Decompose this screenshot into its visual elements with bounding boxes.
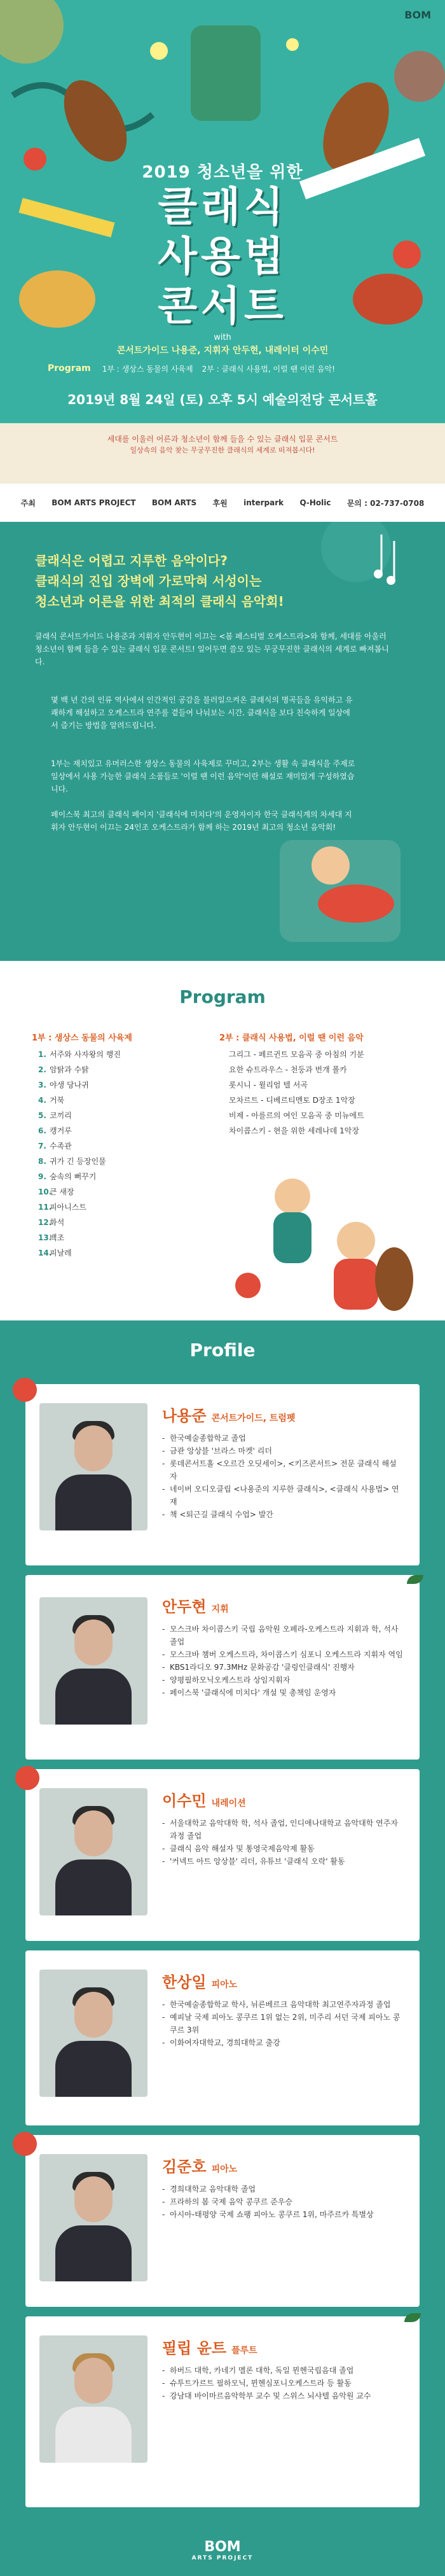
flower-decoration <box>13 2132 37 2156</box>
item-title: 요한 슈트라우스 - 천둥과 번개 폴카 <box>229 1065 347 1074</box>
bio-item: - 롯데콘서트홀 <오르간 오딧세이>, <키즈콘서트> 전문 클래식 해설자 <box>162 1457 404 1483</box>
profile-bio <box>162 2183 404 2221</box>
info-line-2: 일상속의 음악 찾는 무궁무진한 클래식의 세계로 떠져봅시다! <box>130 446 315 454</box>
footer-logo <box>0 2539 445 2561</box>
profile-card <box>25 1769 420 1941</box>
profile-bio <box>162 1817 404 1868</box>
bio-item: - 하버드 대학, 카네기 멜론 대학, 독일 뮌헨국립음대 졸업 <box>162 2364 404 2377</box>
intro-question <box>35 550 391 612</box>
item-title: 백조 <box>50 1233 65 1242</box>
musicians-illustration <box>229 1152 432 1317</box>
person-role: 피아노 <box>211 2164 238 2174</box>
bio-item: - 네이버 오디오클립 <나용준의 지루한 클래식>, <클래식 사용법> 연재 <box>162 1483 404 1508</box>
bio-item: - 모스크바 챔버 오케스트라, 차이콥스키 심포니 오케스트라 지휘자 역임 <box>162 1648 404 1661</box>
list-item <box>38 1077 203 1093</box>
list-item <box>38 1108 203 1123</box>
part2-list <box>229 1047 426 1138</box>
program-label: Program <box>48 363 91 374</box>
person-role: 지휘 <box>211 1604 229 1614</box>
list-item <box>38 1154 203 1169</box>
list-item <box>38 1215 203 1230</box>
list-item <box>38 1200 203 1215</box>
profile-name <box>162 2335 257 2358</box>
hero-title-block <box>0 159 445 356</box>
footer-brand: BOM <box>204 2539 241 2555</box>
with-label: with <box>214 333 231 342</box>
item-title: 암탉과 수탉 <box>50 1065 89 1074</box>
list-item <box>229 1093 426 1108</box>
item-number: 4. <box>38 1096 46 1105</box>
profile-card <box>25 1575 420 1760</box>
person-name: 김준호 <box>162 2158 207 2176</box>
item-title: 서주와 사자왕의 행진 <box>50 1050 121 1059</box>
item-title: 숲속의 뻐꾸기 <box>50 1172 97 1181</box>
profile-bio <box>162 1432 404 1521</box>
person-role: 플루트 <box>231 2346 257 2356</box>
item-title: 화석 <box>50 1218 65 1227</box>
intro-question-line3: 청소년과 어른을 위한 최적의 클래식 음악회! <box>35 594 284 609</box>
item-title: 캥거루 <box>50 1126 72 1135</box>
sponsor-item: 주최 <box>20 498 36 508</box>
bio-item: - 프라하의 봄 국제 음악 콩쿠르 준우승 <box>162 2195 404 2208</box>
item-title: 모차르트 - 디베르티멘토 D장조 1악장 <box>229 1096 355 1105</box>
profile-photo <box>39 1788 147 1915</box>
bio-item: - 아시아-태평양 국제 쇼팽 피아노 콩쿠르 1위, 마주르카 특별상 <box>162 2208 404 2221</box>
item-number: 2. <box>38 1065 46 1074</box>
bio-item: - 페이스북 '클래식에 미치다' 개설 및 총책임 운영자 <box>162 1686 404 1699</box>
item-number: 8. <box>38 1157 46 1166</box>
sponsor-item: BOM ARTS <box>151 498 197 507</box>
item-title: 피날레 <box>50 1249 72 1257</box>
list-item <box>38 1184 203 1200</box>
item-title: 비제 - 아를르의 여인 모음곡 중 미뉴에트 <box>229 1111 364 1120</box>
intro-paragraph-4: 페이스북 최고의 클래식 페이지 '클래식에 미치다'의 운영자이자 한국 클래식계의 차세대 지휘자 안두현이 이끄는 24인조 오케스트라가 함께 하는 2019년 최고의 청소년 음악회! <box>51 810 352 832</box>
bio-item: - 책 <퇴근길 클래식 수업> 발간 <box>162 1508 404 1521</box>
item-title: 야생 당나귀 <box>50 1081 89 1089</box>
profile-card <box>25 1384 420 1565</box>
bio-item: - 양평필하모닉오케스트라 상임지휘자 <box>162 1674 404 1686</box>
intro-question-line1: 클래식은 어렵고 지루한 음악이다? <box>35 553 228 568</box>
hero-section <box>0 0 445 423</box>
profile-card <box>25 1950 420 2125</box>
list-item <box>38 1062 203 1077</box>
bio-item: - '커넥트 아트 앙상블' 리더, 유튜브 '클래식 오락' 활동 <box>162 1855 404 1868</box>
item-number: 10. <box>38 1187 52 1196</box>
part2-heading: 2부 : 클래식 사용법, 이럴 땐 이런 음악 <box>219 1033 364 1043</box>
item-title: 코끼리 <box>50 1111 72 1120</box>
list-item <box>38 1169 203 1184</box>
profile-photo <box>39 1403 147 1530</box>
bio-item: - KBS1라디오 97.3MHz 문화공감 '클링인클래식' 진행자 <box>162 1661 404 1674</box>
person-role: 피아노 <box>211 1980 238 1990</box>
item-number: 12. <box>38 1218 52 1227</box>
item-title: 그리그 - 페르귄트 모음곡 중 아침의 기분 <box>229 1050 364 1059</box>
item-title: 롯시니 - 윌리엄 텔 서곡 <box>229 1081 308 1089</box>
person-name: 필립 윤트 <box>162 2339 227 2357</box>
item-number: 1. <box>38 1050 46 1059</box>
bio-item: - 이화여자대학교, 경희대학교 출강 <box>162 2036 404 2049</box>
program-part1: 1부 : 생상스 동물의 사육제 <box>102 364 193 374</box>
intro-section <box>0 522 445 961</box>
item-title: 큰 새장 <box>50 1187 74 1196</box>
item-title: 수족관 <box>50 1142 72 1151</box>
hero-title-line3: 콘서트 <box>158 283 287 330</box>
profile-section <box>0 1320 445 2576</box>
list-item <box>229 1108 426 1123</box>
item-number: 7. <box>38 1142 46 1151</box>
program-section <box>0 961 445 1320</box>
intro-paragraph-3: 1부는 재치있고 유머러스한 생상스 동물의 사육제로 꾸미고, 2부는 생활 속 클래식을 주제로 일상에서 사용 가능한 클래식 소품들로 '이럴 땐 이런 음악'이란 해설로 재미있게 구성하였습니다. <box>51 759 355 794</box>
part1-heading: 1부 : 생상스 동물의 사육제 <box>32 1033 132 1043</box>
bio-item: - 한국예술종합학교 학사, 뉘른베르크 음악대학 최고연주자과정 졸업 <box>162 1998 404 2011</box>
profile-name <box>162 1788 246 1810</box>
flower-decoration <box>15 1766 39 1790</box>
item-number: 11. <box>38 1203 52 1212</box>
profile-photo <box>39 1970 147 2097</box>
profile-photo <box>39 1597 147 1725</box>
info-line-1: 세대를 이울러 어른과 청소년이 함께 들을 수 있는 클래식 입문 콘서트 <box>107 435 338 444</box>
person-name: 한상일 <box>162 1973 207 1991</box>
intro-paragraph-1: 클래식 콘서트가이드 나용준과 지휘자 안두현이 이끄는 <봄 페스티벌 오케스트라>와 함께, 세대를 아울러 청소년이 함께 들을 수 있는 클래식 입문 콘서트! 일어두면 쓸모 있는 무궁무진한 클래식의 세계로 빠져봅니다. <box>35 632 389 666</box>
list-item <box>38 1245 203 1261</box>
hero-title-line1: 클래식 <box>158 184 287 231</box>
profile-name <box>162 2154 237 2176</box>
performers-line: 콘서트가이드 나용준, 지휘자 안두현, 내레이터 이수민 <box>116 346 329 356</box>
item-number: 3. <box>38 1081 46 1089</box>
bio-item: - 슈투트가르트 필하모닉, 뮌헨심포니오케스트라 등 활동 <box>162 2377 404 2390</box>
flower-decoration <box>13 1378 37 1402</box>
sponsor-bar <box>0 484 445 522</box>
list-item <box>38 1138 203 1154</box>
profile-photo <box>39 2154 147 2281</box>
intro-paragraph-2: 몇 백 년 간의 인류 역사에서 인간적인 공감을 불러일으켜온 클래식의 명곡들을 유익하고 유쾌하게 해설하고 오케스트라 연주를 곁들여 나눠보는 시간. 클래식을 보다 친숙하게 일상에서 즐기는 방법을 알려드립니다. <box>51 696 353 730</box>
item-number: 9. <box>38 1172 46 1181</box>
part1-list <box>38 1047 203 1261</box>
profile-name <box>162 1594 229 1616</box>
program-bar <box>48 360 404 377</box>
person-role: 콘서트가이드, 트럼펫 <box>211 1413 296 1424</box>
profile-name <box>162 1403 295 1425</box>
profile-bio <box>162 2364 404 2402</box>
profile-photo <box>39 2335 147 2463</box>
contact-info: 문의 : 02-737-0708 <box>346 498 425 508</box>
person-role: 내레이션 <box>211 1798 246 1809</box>
profile-title: Profile <box>189 1340 256 1361</box>
hero-subtitle: 2019 청소년을 위한 <box>142 163 303 182</box>
item-number: 13. <box>38 1233 52 1242</box>
profile-bio <box>162 1998 404 2049</box>
list-item <box>229 1077 426 1093</box>
sponsor-item: 후원 <box>212 498 228 508</box>
sponsor-item: Q-Holic <box>299 498 331 507</box>
brand-logo: BOM <box>404 9 431 21</box>
profile-name <box>162 1970 237 1992</box>
list-item <box>229 1123 426 1138</box>
bio-item: - 경희대학교 음악대학 졸업 <box>162 2183 404 2195</box>
item-title: 피아니스트 <box>50 1203 86 1212</box>
hero-title-line2: 사용법 <box>158 234 287 281</box>
item-number: 6. <box>38 1126 46 1135</box>
list-item <box>38 1093 203 1108</box>
profile-bio <box>162 1623 404 1699</box>
bio-item: - 한국예술종합학교 졸업 <box>162 1432 404 1445</box>
list-item <box>229 1047 426 1062</box>
profile-card <box>25 2316 420 2507</box>
bio-item: - 서울대학교 음악대학 학, 석사 졸업, 인디애나대학교 음악대학 연주자과정 졸업 <box>162 1817 404 1842</box>
concert-date: 2019년 8월 24일 (토) 오후 5시 예술의전당 콘서트홀 <box>67 392 378 407</box>
intro-question-line2: 클래식의 진입 장벽에 가로막혀 서성이는 <box>35 573 262 589</box>
list-item <box>38 1047 203 1062</box>
person-name: 나용준 <box>162 1407 207 1425</box>
footer-subbrand: ARTS PROJECT <box>191 2555 254 2561</box>
item-title: 차이콥스키 - 현을 위한 세레나데 1악장 <box>229 1126 359 1135</box>
program-part2: 2부 : 클래식 사용법, 이럴 땐 이런 음악! <box>202 364 335 374</box>
list-item <box>229 1062 426 1077</box>
bio-item: - 모스크바 차이콥스키 국립 음악원 오페라-오케스트라 지휘과 학, 석사 졸업 <box>162 1623 404 1648</box>
bio-item: - 클래식 음악 해설자 및 통영국제음악제 활동 <box>162 1842 404 1855</box>
item-number: 5. <box>38 1111 46 1120</box>
bio-item: - 강남대 바이마르음악학부 교수 및 스위스 뇌샤텔 음악원 교수 <box>162 2390 404 2402</box>
bio-item: - 금관 앙상블 '브라스 마켓' 리더 <box>162 1445 404 1457</box>
item-number: 14. <box>38 1249 52 1257</box>
person-name: 이수민 <box>162 1792 207 1810</box>
program-title: Program <box>179 986 266 1007</box>
list-item <box>38 1230 203 1245</box>
item-title: 거북 <box>50 1096 65 1105</box>
bio-item: - 예피날 국제 피아노 콩쿠르 1위 없는 2위, 미주리 서던 국제 피아노 콩쿠르 3위 <box>162 2011 404 2036</box>
sponsor-item: interpark <box>243 498 284 507</box>
profile-card <box>25 2135 420 2307</box>
info-strip <box>0 423 445 484</box>
list-item <box>38 1123 203 1138</box>
person-name: 안두현 <box>162 1598 207 1616</box>
sponsor-item: BOM ARTS PROJECT <box>51 498 136 507</box>
item-title: 귀가 긴 등장인물 <box>50 1157 106 1166</box>
